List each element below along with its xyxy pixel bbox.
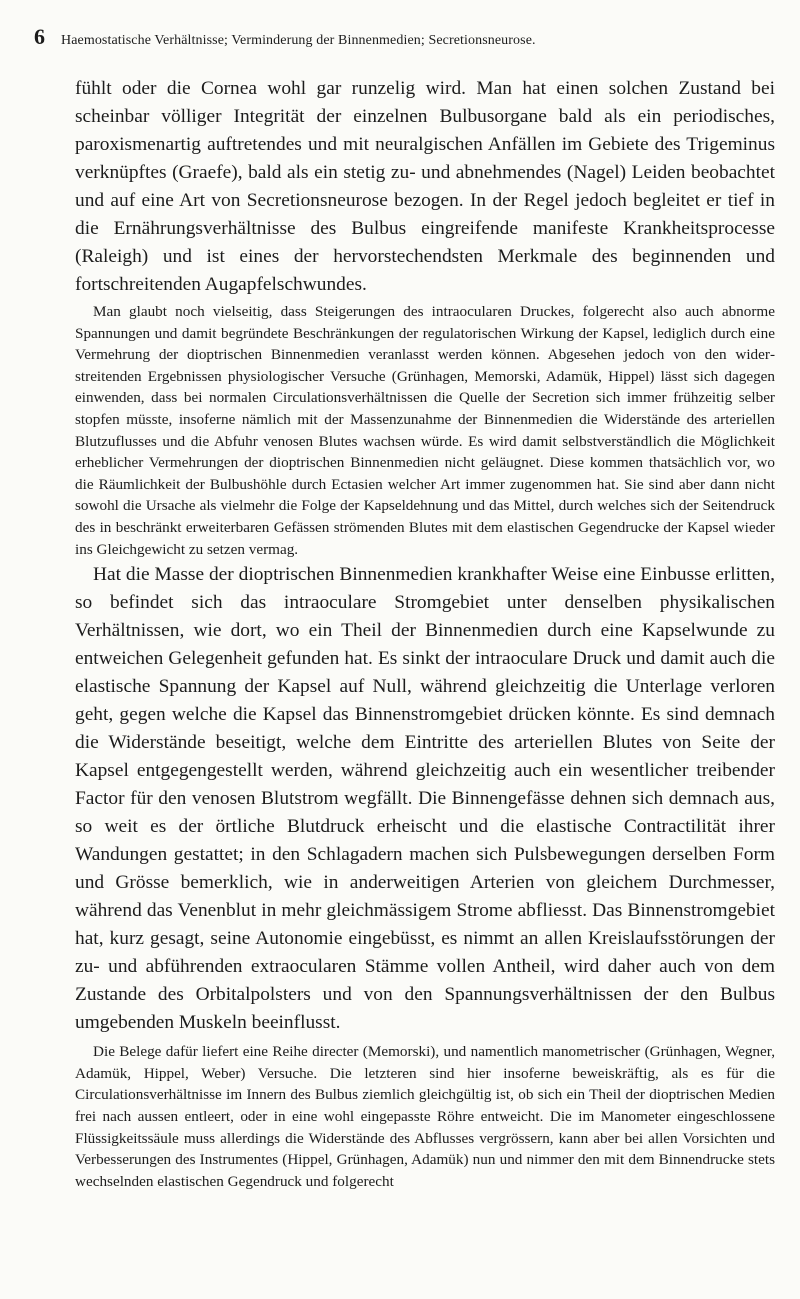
page-number: 6 (34, 24, 45, 49)
running-title: Haemostatische Verhältnisse; Verminderung der Binnenmedien; Secretionsneurose. (61, 33, 536, 48)
paragraph-small-print-2: Die Belege dafür liefert eine Reihe directer (Memorski), und namentlich manometrischer (Grünhagen, Wegner, Adamük, Hippel, Weber) Versuche. Die letzteren sind hier insoferne beweiskräftig, als es für die Circulationsverhältnisse im Innern des Bulbus ziemlich gleichgültig ist, ob sich ein Theil der dioptrischen Medien frei nach aussen entleert, oder in eine wohl eingepasste Röhre entweicht. Die im Manometer eingeschlossene Flüssigkeitssäule muss allerdings die Widerstände des Abflusses vergrössern, kann aber bei allen Vorsichten und Verbesserungen des Instrumentes (Hippel, Grünhagen, Adamük) nun und nimmer den mit dem Binnendrucke stets wechselnden elastischen Gegendruck und folgerecht (75, 1043, 775, 1190)
paragraph-main: Hat die Masse der dioptrischen Binnenmedien krankhafter Weise eine Einbusse erlitten, so befindet sich das intraoculare Stromgebiet unter denselben physikalischen Verhältnissen, wie dort, wo ein Theil der Binnenmedien durch eine Kapselwunde zu entweichen Gelegenheit gefunden hat. Es sinkt der intraoculare Druck und damit auch die elastische Spannung der Kapsel auf Null, während gleichzeitig die Unterlage verloren geht, gegen welche die Kapsel das Binnenstromgebiet drücken könnte. Es sind demnach die Widerstände beseitigt, welche dem Eintritte des arteriellen Blutes von Seite der Kapsel entgegengestellt werden, während gleichzeitig auch ein wesentlicher treibender Factor für den venosen Blutstrom wegfällt. Die Binnengefässe dehnen sich demnach aus, so weit es der örtliche Blutdruck erheischt und die elastische Contractilität ihrer Wandungen gestattet; in den Schlagadern machen sich Pulsbewegungen derselben Form und Grösse bemerklich, wie in anderweitigen Arterien von gleichem Durchmesser, während das Venenblut in mehr gleichmässigem Strome abfliesst. Das Binnenstromgebiet hat, kurz gesagt, seine Autonomie eingebüsst, es nimmt an allen Kreislaufsstörungen der zu- und abführenden extraocularen Stämme vollen Antheil, wird daher auch von dem Zustande des Orbitalpolsters und von den Spannungsverhältnissen der den Bulbus umgebenden Muskeln beeinflusst. (75, 564, 775, 1034)
paragraph-small-print-1: Man glaubt noch vielseitig, dass Steigerungen des intraocularen Druckes, folgerecht also auch abnorme Spannungen und damit begründete Beschränkungen der regulatorischen Wirkung der Kapsel, lediglich durch eine Vermehrung der dioptrischen Binnenmedien veranlasst werden können. Abgesehen jedoch von den widerstreitenden Ergebnissen physiologischer Versuche (Grünhagen, Memorski, Adamük, Hippel) lässt sich dagegen einwenden, dass bei normalen Circulationsverhältnissen die Quelle der Secretion sich immer frühzeitig selber stopfen müsste, insoferne nämlich mit der Massenzunahme der Binnenmedien die Widerstände des arteriellen Blutzuflusses und die Abfuhr venosen Blutes wachsen würde. Es wird damit selbstverständlich die Möglichkeit erheblicher Vermehrungen der dioptrischen Binnenmedien nicht geläugnet. Diese kommen thatsächlich vor, wo die Räumlichkeit der Bulbushöhle durch Ectasien welcher Art immer zugenommen hat. Sie sind aber dann nicht sowohl die Ursache als vielmehr die Folge der Kapseldehnung und das Mittel, durch welches sich der Seitendruck des in beschränkt erweiterbaren Gefässen strömenden Blutes mit dem elastischen Gegendrucke der Kapsel wieder ins Gleichgewicht zu setzen vermag. (75, 303, 775, 558)
running-header (34, 24, 774, 50)
page-body (75, 75, 775, 1192)
paragraph-continued: fühlt oder die Cornea wohl gar runzelig wird. Man hat einen solchen Zustand bei scheinbar völliger Integrität der einzelnen Bulbusorgane bald als ein periodisches, paroxismenartig auftretendes und mit neuralgischen Anfällen im Gebiete des Trigeminus verknüpftes (Graefe), bald als ein stetig zu- und abnehmendes (Nagel) Leiden beobachtet und auf eine Art von Secretionsneurose bezogen. In der Regel jedoch begleitet er tief in die Ernährungsverhältnisse des Bulbus eingreifende manifeste Krankheitsprocesse (Raleigh) und ist eines der hervorstechendsten Merkmale des beginnenden und fortschreitenden Augapfelschwundes. (75, 78, 775, 295)
